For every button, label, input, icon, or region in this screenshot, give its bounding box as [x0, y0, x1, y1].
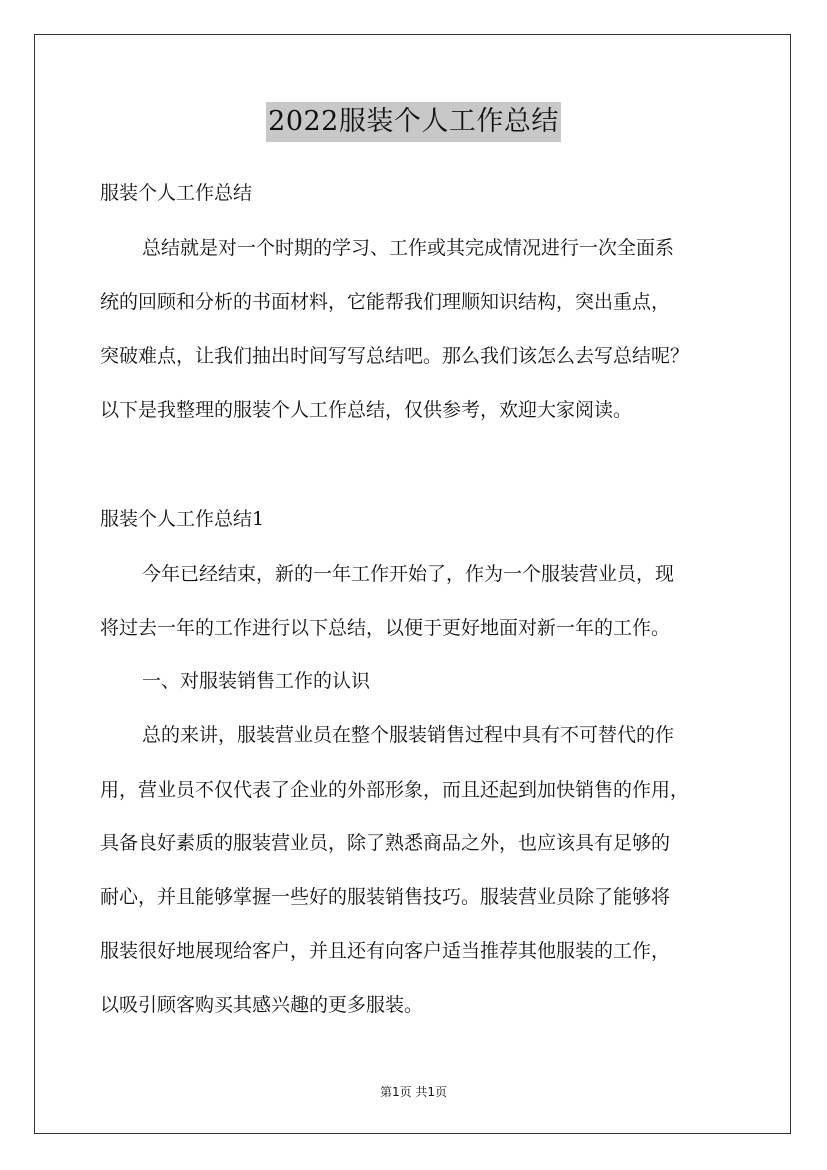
document-title-text: 2022服装个人工作总结 [266, 102, 561, 142]
section-para1-line-2: 将过去一年的工作进行以下总结，以便于更好地面对新一年的工作。 [100, 617, 671, 639]
intro-line-1: 总结就是对一个时期的学习、工作或其完成情况进行一次全面系 [142, 237, 675, 259]
section-para2-line-4: 耐心，并且能够掌握一些好的服装销售技巧。服装营业员除了能够将 [100, 886, 671, 908]
page-number-label: 第1页 共1页 [379, 1085, 448, 1099]
page-footer [0, 1084, 827, 1100]
intro-line-4: 以下是我整理的服装个人工作总结，仅供参考，欢迎大家阅读。 [100, 399, 633, 421]
section-heading: 服装个人工作总结1 [100, 508, 265, 530]
intro-heading: 服装个人工作总结 [100, 182, 253, 204]
section-para1-line-1: 今年已经结束，新的一年工作开始了，作为一个服装营业员，现 [142, 563, 675, 585]
section-para2-line-1: 总的来讲，服装营业员在整个服装销售过程中具有不可替代的作 [142, 724, 675, 746]
section-para2-line-2: 用，营业员不仅代表了企业的外部形象，而且还起到加快销售的作用， [100, 779, 690, 801]
document-title [0, 100, 827, 142]
subheading: 一、对服装销售工作的认识 [142, 670, 371, 692]
section-para2-line-5: 服装很好地展现给客户，并且还有向客户适当推荐其他服装的工作， [100, 940, 671, 962]
section-para2-line-6: 以吸引顾客购买其感兴趣的更多服装。 [100, 994, 424, 1016]
intro-line-2: 统的回顾和分析的书面材料，它能帮我们理顺知识结构，突出重点， [100, 291, 671, 313]
intro-line-3: 突破难点，让我们抽出时间写写总结吧。那么我们该怎么去写总结呢？ [100, 345, 690, 367]
section-para2-line-3: 具备良好素质的服装营业员，除了熟悉商品之外，也应该具有足够的 [100, 832, 671, 854]
